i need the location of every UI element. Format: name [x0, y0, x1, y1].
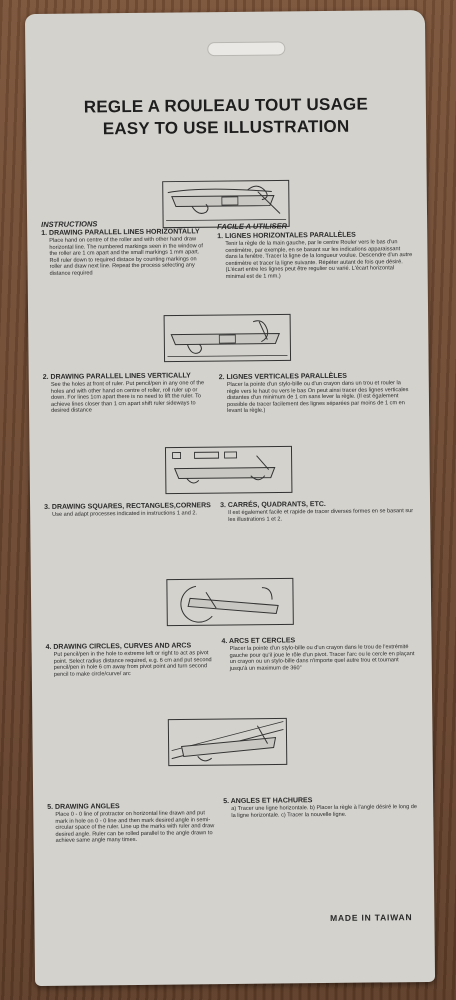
fr-section-4-body: Placer la pointe d'un stylo-bille ou d'un crayon dans le trou de l'extrémité gauche pour qu'il joue le rôle d'un pivot. Tracer l'arc ou le cercle en plaçant un crayon ou un stylo-bille dans n'importe quel autre trou et tournant jusqu'à un maximum de 360°	[229, 644, 415, 672]
title-line2: EASY TO USE ILLUSTRATION	[102, 116, 350, 139]
en-section-5-head: 5. DRAWING ANGLES	[47, 803, 120, 811]
illustration-5	[167, 717, 287, 766]
illustration-2	[163, 313, 291, 362]
fr-section-1-head: 1. LIGNES HORIZONTALES PARALLÈLES	[217, 231, 356, 241]
en-section-3	[44, 502, 212, 518]
en-section-3-body: Use and adapt processes indicated in instructions 1 and 2.	[52, 510, 198, 518]
fr-section-2-head: 2. LIGNES VERTICALES PARALLÈLES	[218, 372, 347, 382]
en-section-4	[46, 642, 214, 678]
fr-section-1	[217, 231, 413, 281]
hanging-slot	[207, 41, 285, 56]
illustration-4	[166, 577, 294, 626]
fr-section-2	[219, 372, 415, 415]
fr-section-3-body: Il est également facile et rapide de tracer diverses formes en se basant sur les illustrations 1 et 2.	[228, 508, 414, 523]
instructions-title: INSTRUCTIONS	[41, 219, 98, 229]
en-section-2-body: See the holes at front of ruler. Put pencil/pen in any one of the holes and with other hand on centre of roller, roll ruler up or down. For lines 1cm apart there is no need to lift the ruler. To achieve lines closer than 1 cm apart shift ruler sideways to desired distance	[50, 380, 205, 415]
en-section-4-head: 4. DRAWING CIRCLES, CURVES AND ARCS	[45, 642, 192, 651]
product-card	[25, 10, 435, 986]
fr-section-1-body: Tenir la règle de la main gauche, par le centre Rouler vers le bas d'un centimètre, par exemple, en se basant sur les indications apparaissant dans la fenêtre. Tracer la ligne de la longueur voulue. Descendre d'un autre centimètre et tracer la ligne suivante. Répéter autant de fois que désiré. (L'écart entre les lignes peut être regulier ou varié. L'écart horizontal minimal est de 1 mm.)	[225, 239, 413, 281]
illustration-3	[164, 445, 292, 494]
fr-section-4-head: 4. ARCS ET CERCLES	[221, 637, 296, 646]
en-section-2	[43, 372, 211, 415]
fr-section-3-head: 3. CARRÉS, QUADRANTS, ETC.	[220, 500, 326, 510]
fr-section-5-head: 5. ANGLES ET HACHURES	[223, 797, 313, 806]
en-section-2-head: 2. DRAWING PARALLEL LINES VERTICALLY	[42, 372, 191, 381]
made-in-label: MADE IN TAIWAN	[330, 912, 413, 923]
en-section-5	[47, 802, 215, 845]
fr-section-2-body: Placer la pointe d'un stylo-bille ou d'un crayon dans un trou et rouler la règle vers le haut ou vers le bas On peut ainsi tracer des lignes verticales distantes d'un minimum de 1 cm sans lever la règle. (Il est également possible de tracer facilement des lignes séparées par moins de 1 cm en levant la règle.)	[226, 380, 409, 415]
en-section-4-body: Put pencil/pen in the hole to extreme left or right to act as pivot point. Select radius distance required, e.g. 6 cm and put second pencil/pen in hole 6 cm away from pivot point and turn second pencil to make circle/curve/ arc	[53, 650, 212, 678]
fr-section-5	[223, 796, 419, 819]
en-section-1-head: 1. DRAWING PARALLEL LINES HORIZONTALLY	[41, 228, 200, 237]
fr-section-5-body: a) Tracer une ligne horizontale. b) Placer la règle à l'angle désiré le long de la ligne horizontale. c) Tracer la nouvelle ligne.	[231, 804, 418, 819]
facile-title: FACILE A UTILISER	[217, 221, 288, 232]
en-section-5-body: Place 0 - 0 line of protractor on horizontal line drawn and put mark in hole on 0 - 0 line and then mark desired angle in semi-circular space of the ruler. Line up the marks with ruler and draw desired angle. Ruler can be rolled parallel to the angle drawn to achieve same angle many times.	[55, 810, 215, 845]
title-line1: REGLE A ROULEAU TOUT USAGE	[83, 94, 369, 117]
en-section-3-head: 3. DRAWING SQUARES, RECTANGLES,CORNERS	[44, 502, 211, 511]
en-section-1	[41, 228, 209, 277]
en-section-1-body: Place hand on centre of the roller and with other hand draw horizontal line. The numbered markings seen in the window of the roller are 1 cm apart and the small markings 1 mm apart. Roll ruler down to required distace by counting markings on roller and draw next line. Repeat the process selecting any distance required	[49, 236, 203, 277]
fr-section-4	[221, 636, 417, 672]
fr-section-3	[220, 500, 416, 523]
